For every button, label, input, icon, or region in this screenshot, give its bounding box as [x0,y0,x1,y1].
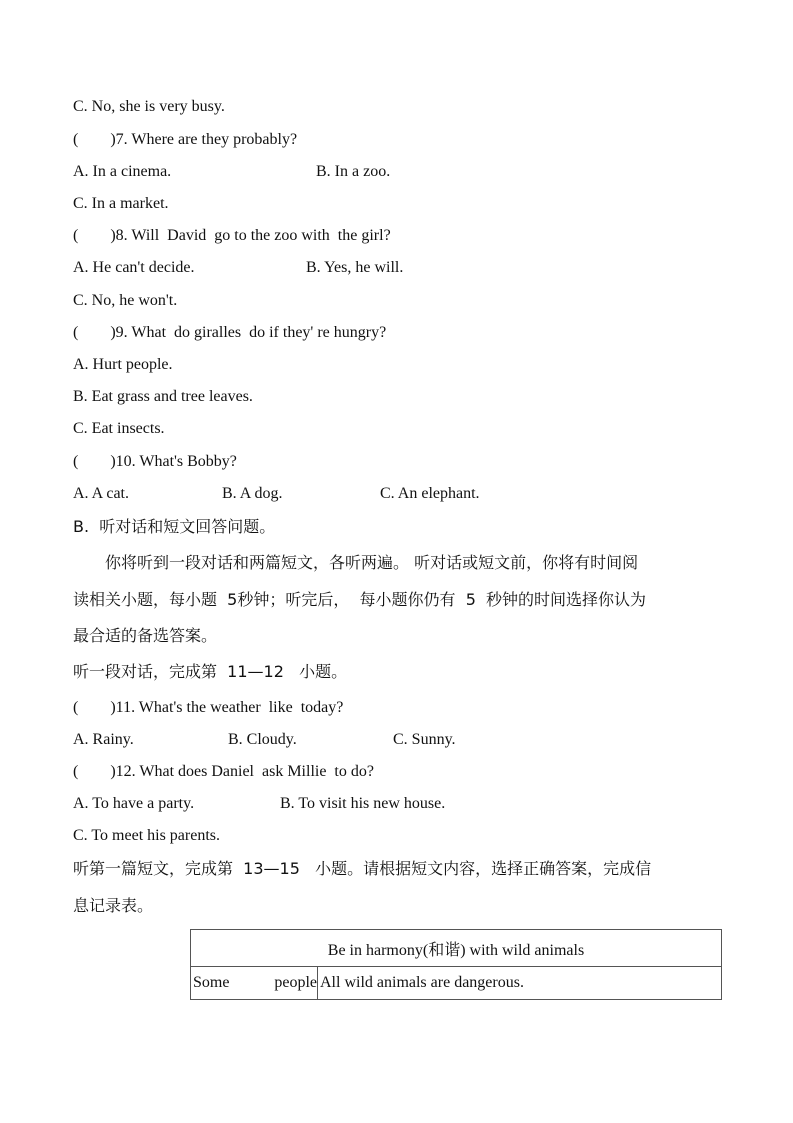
q7-option-b: B. In a zoo. [316,163,391,180]
q9-option-a: A. Hurt people. [73,356,173,373]
q10-option-a: A. A cat. [73,485,129,502]
instructions-line-2: 读相关小题，每小题 5秒钟；听完后， 每小题你仍有 5 秒钟的时间选择你认为 [73,590,647,609]
question-9: ( )9. What do giralles do if they' re hungry? [73,324,387,341]
q8-option-c: C. No, he won't. [73,292,178,309]
q10-option-b: B. A dog. [222,485,283,502]
q12-option-a: A. To have a party. [73,795,195,812]
row-label-word-2: people [274,974,317,991]
dialogue-instruction: 听一段对话，完成第 11—12 小题。 [73,662,348,681]
table-row-label [191,967,318,1000]
question-8: ( )8. Will David go to the zoo with the girl? [73,227,391,244]
question-11: ( )11. What's the weather like today? [73,699,344,716]
q11-option-a: A. Rainy. [73,731,134,748]
question-10: ( )10. What's Bobby? [73,453,237,470]
instructions-line-1: 你将听到一段对话和两篇短文，各听两遍。 听对话或短文前，你将有时间阅 [105,553,639,572]
q7-option-a: A. In a cinema. [73,163,172,180]
row-label-word-1: Some [193,974,230,991]
q9-option-c: C. Eat insects. [73,420,165,437]
table-title: Be in harmony(和谐) with wild animals [191,930,722,967]
section-b-heading: B. 听对话和短文回答问题。 [73,517,276,536]
instructions-line-3: 最合适的备选答案。 [73,626,218,645]
info-record-table [190,929,722,1000]
question-7: ( )7. Where are they probably? [73,131,298,148]
q9-option-b: B. Eat grass and tree leaves. [73,388,253,405]
q11-option-c: C. Sunny. [393,731,456,748]
l1: C. No, she is very busy. [73,98,225,115]
q8-option-a: A. He can't decide. [73,259,195,276]
q10-option-c: C. An elephant. [380,485,480,502]
q8-option-b: B. Yes, he will. [306,259,404,276]
q7-option-c: C. In a market. [73,195,169,212]
table-row-value: All wild animals are dangerous. [318,967,722,1000]
question-12: ( )12. What does Daniel ask Millie to do? [73,763,374,780]
q11-option-b: B. Cloudy. [228,731,297,748]
q12-option-b: B. To visit his new house. [280,795,446,812]
passage-instruction-line-1: 听第一篇短文，完成第 13—15 小题。请根据短文内容，选择正确答案，完成信 [73,859,652,878]
q12-option-c: C. To meet his parents. [73,827,221,844]
passage-instruction-line-2: 息记录表。 [73,896,154,915]
